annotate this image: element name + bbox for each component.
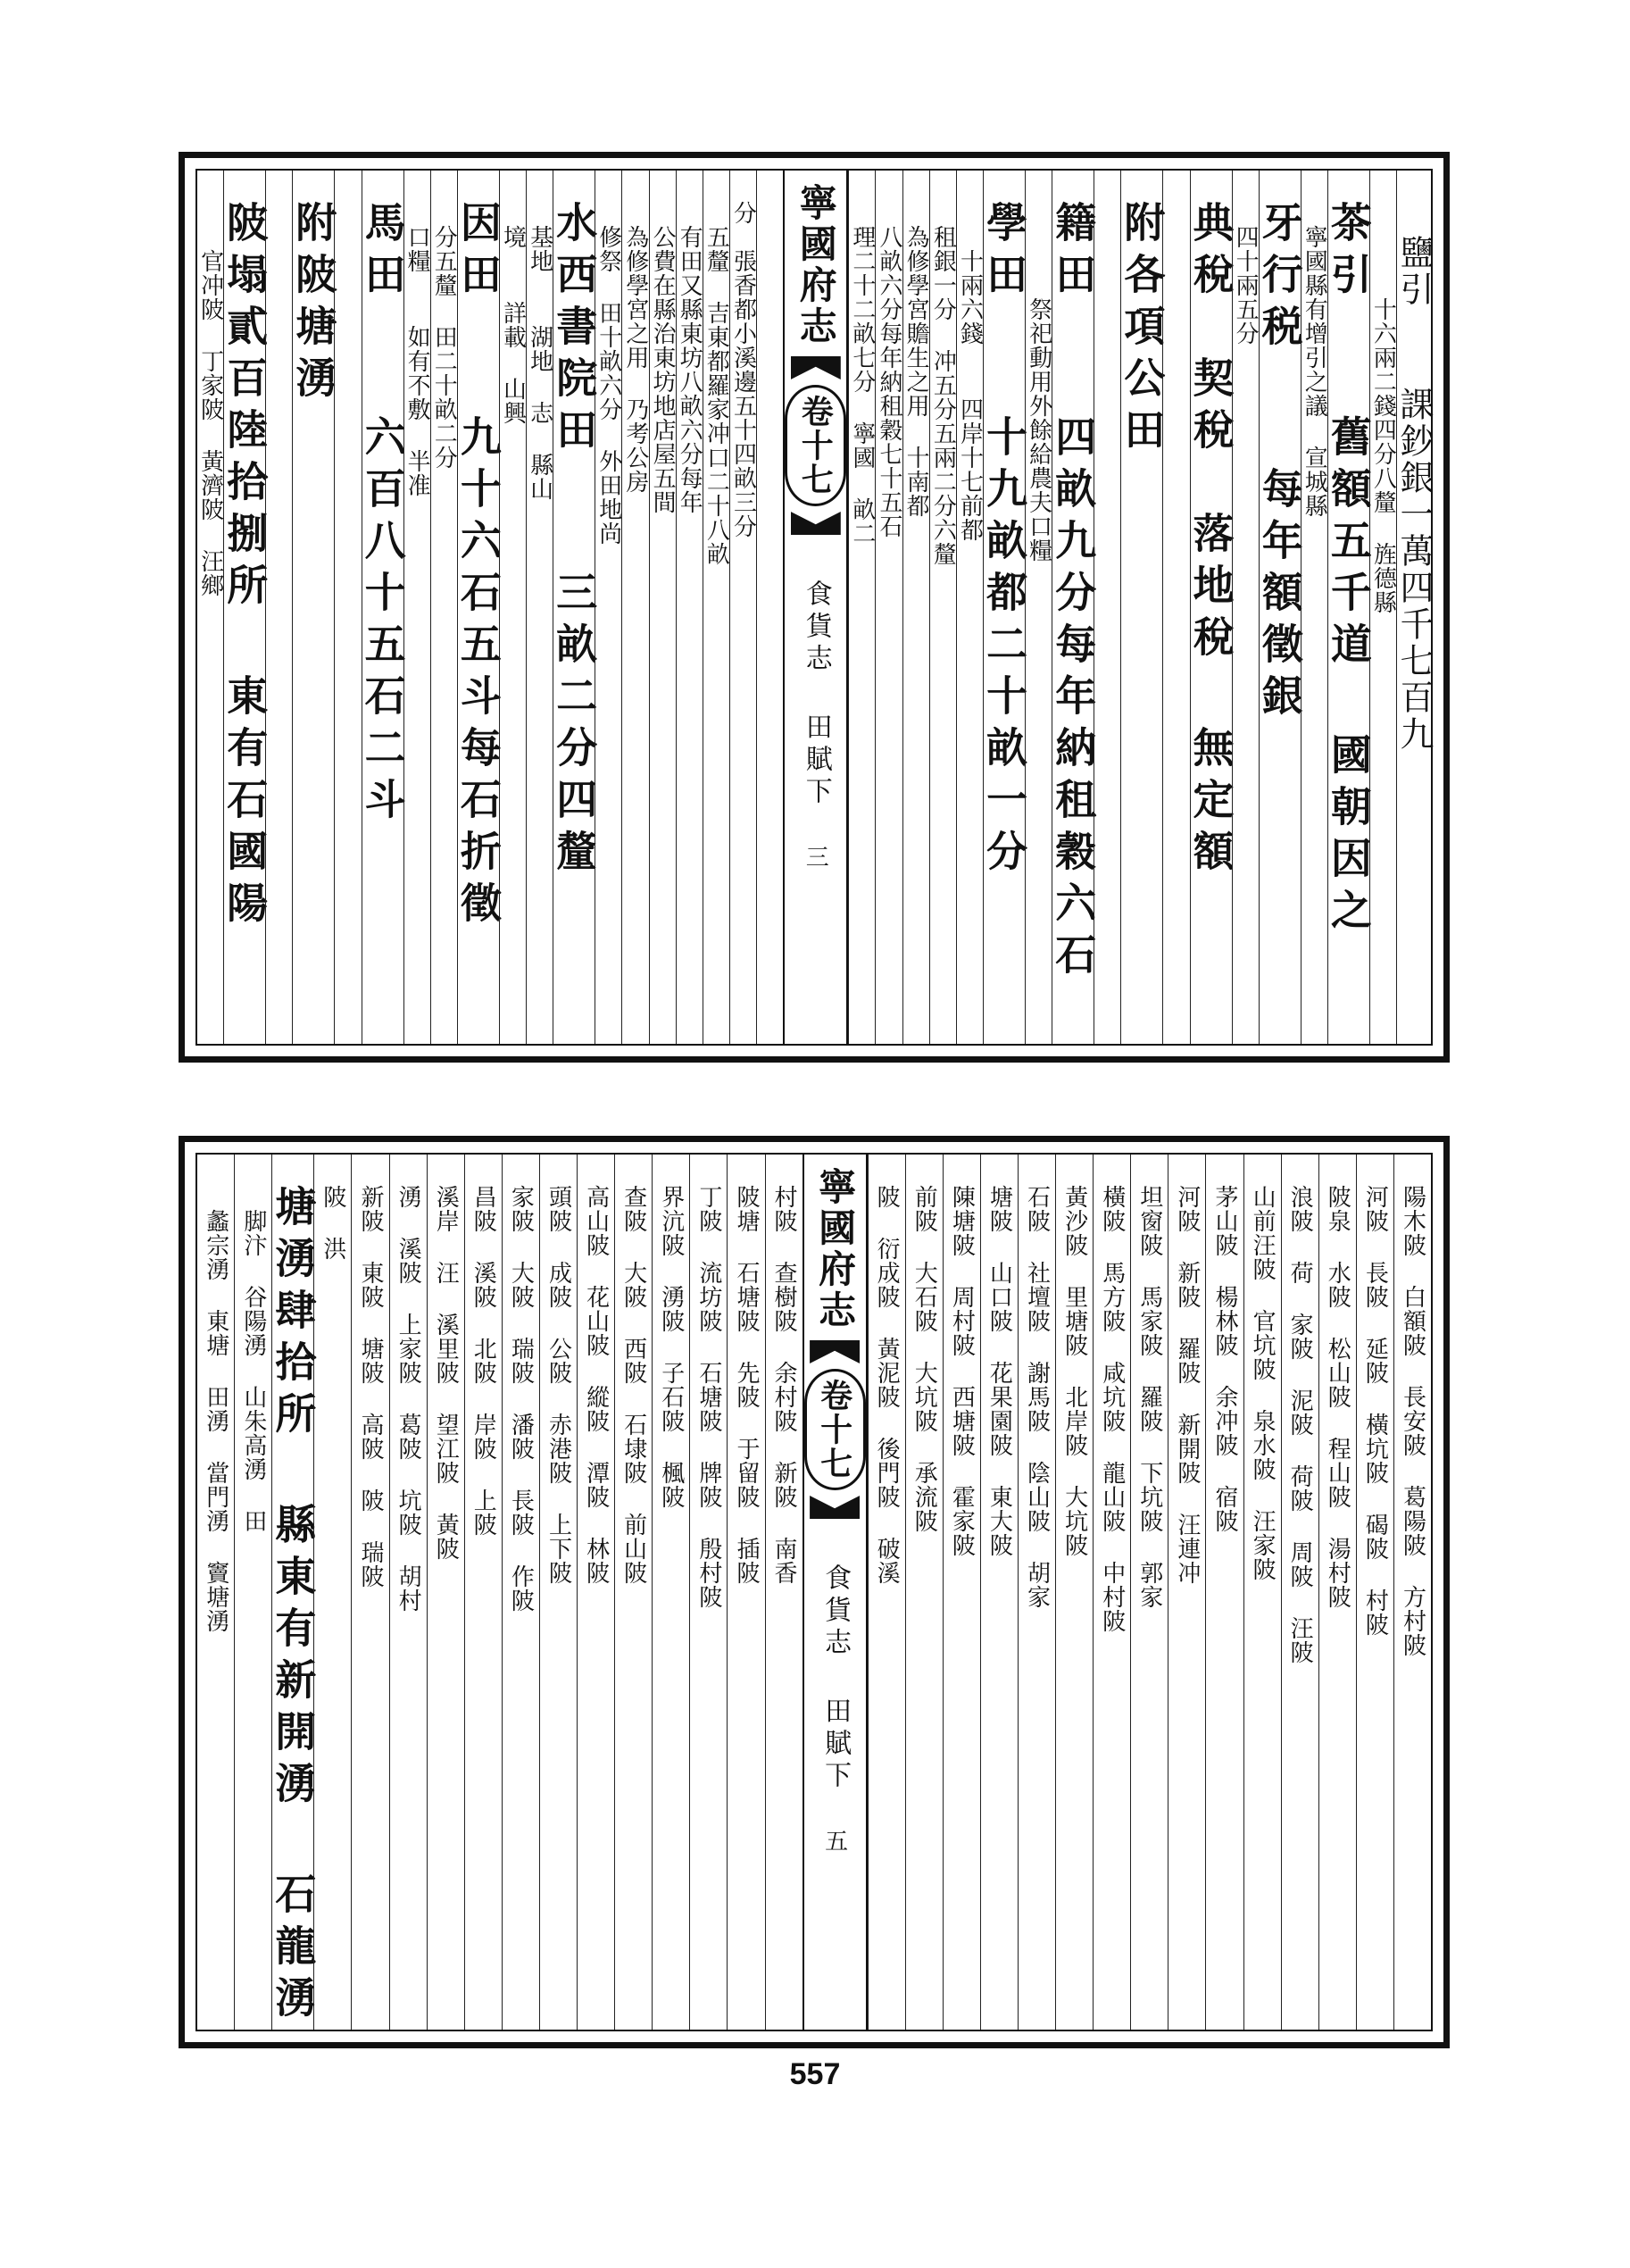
column-text: 因田 九十六石五斗每石折徵 [453, 201, 503, 933]
book-title: 寧國府志 [813, 1167, 858, 1331]
text-column [334, 171, 361, 1044]
folio-number: 三 [802, 845, 829, 868]
text-column [902, 171, 929, 1044]
fish-tail-ornament [791, 512, 841, 535]
text-column [727, 1155, 764, 2030]
column-text: 山前汪陂 官坑陂 泉水陂 汪家陂 [1249, 1185, 1277, 1581]
text-column [289, 171, 338, 1044]
top-page-frame [195, 169, 1433, 1046]
text-column [526, 171, 553, 1044]
text-column [1094, 171, 1120, 1044]
column-text: 有田又縣東坊八畝六分每年 [676, 201, 703, 514]
text-column [1130, 1155, 1168, 2030]
column-text: 河陂 新陂 羅陂 新開陂 汪連冲 [1173, 1185, 1201, 1585]
column-text: 公費在縣治東坊地店屋五間 [649, 201, 677, 514]
center-spine [803, 1155, 868, 2030]
text-column [403, 171, 430, 1044]
folio-number: 五 [820, 1829, 848, 1852]
column-text: 基地 湖地 志 縣山 [526, 201, 553, 501]
text-column [595, 171, 621, 1044]
column-text: 蠡宗湧 東塘 田湧 當門湧 竇塘湧 [202, 1185, 229, 1633]
text-column [430, 171, 457, 1044]
column-text: 八畝六分每年納租穀七十五石 [876, 201, 903, 538]
column-text: 寧國縣有增引之議 宣城縣 [1301, 201, 1328, 518]
column-text: 塘陂 山口陂 花果園陂 東大陂 [985, 1185, 1013, 1557]
text-column [265, 171, 292, 1044]
text-column [848, 171, 875, 1044]
text-column [614, 1155, 652, 2030]
column-text: 五釐 吉東都羅家冲口二十八畝 [703, 201, 730, 566]
column-text: 陂塘 石塘陂 先陂 于留陂 插陂 [732, 1185, 760, 1585]
fish-tail-ornament [791, 356, 841, 379]
text-column [1281, 1155, 1318, 2030]
text-column [220, 171, 270, 1044]
text-column [499, 171, 526, 1044]
column-text: 鹽引 課鈔銀一萬四千七百九 [1394, 235, 1434, 753]
text-column [703, 171, 729, 1044]
column-text: 祭祀動用外餘給農夫口糧 [1025, 201, 1052, 563]
column-text: 十兩六錢 四岸十七前都 [956, 201, 984, 542]
text-column [269, 1155, 318, 2030]
text-column [868, 1155, 905, 2030]
text-column [427, 1155, 464, 2030]
text-column [502, 1155, 539, 2030]
column-text: 茅山陂 楊林陂 余冲陂 宿陂 [1210, 1185, 1238, 1533]
column-text: 陽木陂 白額陂 長安陂 葛陽陂 方村陂 [1399, 1185, 1426, 1657]
column-text: 丁陂 流坊陂 石塘陂 牌陂 殷村陂 [694, 1185, 722, 1609]
column-text: 界沆陂 湧陂 子石陂 楓陂 [657, 1185, 685, 1509]
text-column [1232, 171, 1259, 1044]
bottom-page-columns [197, 1155, 1431, 2030]
text-column [539, 1155, 577, 2030]
column-text: 水西書院田 三畝二分四釐 [550, 201, 599, 881]
column-text: 石陂 社壇陂 謝馬陂 陰山陂 胡家 [1023, 1185, 1051, 1609]
center-spine [783, 171, 848, 1044]
text-column [1394, 171, 1434, 1044]
top-page-columns [196, 171, 1434, 1044]
column-text: 茶引 舊額五千道 國朝因之 [1324, 201, 1373, 940]
column-text: 理二十二畝七分 寧國 畝二 [848, 201, 876, 546]
text-column [1324, 171, 1373, 1044]
text-column [234, 1155, 271, 2030]
column-text: 口糧 如有不敷 半准 [403, 201, 431, 497]
section-title: 食貨志 田賦下 [800, 580, 832, 809]
column-text: 為修學宮贍生之用 十南都 [902, 201, 930, 518]
section-title: 食貨志 田賦下 [819, 1563, 852, 1793]
text-column [453, 171, 503, 1044]
column-text: 官冲陂 丁家陂 黃濟陂 汪鄉 [196, 201, 224, 597]
column-text: 牙行税 每年額徵銀 [1255, 201, 1304, 726]
text-column [652, 1155, 689, 2030]
text-column [197, 1155, 234, 2030]
text-column [1093, 1155, 1130, 2030]
text-column [1055, 1155, 1093, 2030]
text-column [649, 171, 676, 1044]
text-column [351, 1155, 388, 2030]
page-number: 557 [789, 2057, 841, 2091]
column-text: 河陂 長陂 延陂 橫坑陂 碣陂 村陂 [1361, 1185, 1389, 1637]
text-column [389, 1155, 427, 2030]
text-column [1186, 171, 1235, 1044]
text-column [1018, 1155, 1055, 2030]
column-text: 坦窗陂 馬家陂 羅陂 下坑陂 郭家 [1135, 1185, 1163, 1609]
column-text: 頭陂 成陂 公陂 赤港陂 上下陂 [545, 1185, 572, 1585]
column-text: 學田 十九畝都二十畝一分 [980, 201, 1029, 881]
text-column [765, 1155, 803, 2030]
text-column [621, 171, 648, 1044]
column-text: 高山陂 花山陂 縱陂 潭陂 林陂 [582, 1185, 610, 1585]
column-text: 塘湧肆拾所 縣東有新開湧 石龍湧 [269, 1185, 318, 2028]
column-text: 溪岸 汪 溪里陂 望江陂 黃陂 [432, 1185, 460, 1561]
text-column [756, 171, 783, 1044]
text-column [358, 171, 407, 1044]
column-text: 籍田 四畝九分每年納租穀六石 [1049, 201, 1098, 985]
text-column [905, 1155, 943, 2030]
text-column [1168, 1155, 1205, 2030]
column-text: 附陂塘湧 [289, 201, 338, 408]
column-text: 分五釐 田二十畝二分 [430, 201, 458, 470]
column-text: 村陂 查樹陂 余村陂 新陂 南香 [770, 1185, 798, 1585]
column-text: 陂 衍成陂 黃泥陂 後門陂 破溪 [873, 1185, 901, 1585]
column-text: 為修學宮之用 乃考公房 [621, 201, 649, 494]
text-column [313, 1155, 351, 2030]
column-text: 馬田 六百八十五石二斗 [358, 201, 407, 830]
text-column [1162, 171, 1189, 1044]
column-text: 昌陂 溪陂 北陂 岸陂 上陂 [470, 1185, 497, 1537]
text-column [1393, 1155, 1431, 2030]
column-text: 陂 洪 [319, 1185, 346, 1261]
column-text: 附各項公田 [1118, 201, 1167, 460]
column-text: 橫陂 馬方陂 咸坑陂 龍山陂 中村陂 [1098, 1185, 1126, 1633]
text-column [577, 1155, 614, 2030]
text-column [1301, 171, 1327, 1044]
column-text: 典稅 契稅 落地稅 無定額 [1186, 201, 1235, 881]
juan-label: 卷十七 [804, 1369, 866, 1490]
text-column [1318, 1155, 1356, 2030]
text-column [980, 171, 1029, 1044]
text-column [197, 171, 223, 1044]
book-title: 寧國府志 [794, 183, 838, 347]
text-column [943, 1155, 980, 2030]
column-text: 浪陂 荷 家陂 泥陂 荷陂 周陂 汪陂 [1286, 1185, 1314, 1664]
text-column [875, 171, 902, 1044]
text-column [729, 171, 756, 1044]
text-column [689, 1155, 727, 2030]
text-column [676, 171, 703, 1044]
fish-tail-ornament [810, 1496, 860, 1519]
text-column [1369, 171, 1396, 1044]
bottom-page [179, 1136, 1450, 2048]
text-column [1356, 1155, 1393, 2030]
text-column [1025, 171, 1052, 1044]
column-text: 十六兩二錢四分八釐 旌德縣 [1369, 201, 1397, 614]
column-text: 新陂 東陂 塘陂 高陂 陂 瑞陂 [357, 1185, 385, 1588]
text-column [1049, 171, 1098, 1044]
column-text: 四十兩五分 [1232, 201, 1260, 346]
text-column [1243, 1155, 1281, 2030]
column-text: 前陂 大石陂 大坑陂 承流陂 [911, 1185, 938, 1533]
text-column [1118, 171, 1167, 1044]
juan-label: 卷十七 [785, 385, 846, 506]
column-text: 境 詳載 山興 [499, 201, 527, 425]
column-text: 分 張香都小溪邊五十四畝三分 [729, 201, 757, 538]
text-column [956, 171, 983, 1044]
column-text: 修祭 田十畝六分 外田地尚 [595, 201, 622, 546]
column-text: 陂塌貳百陸拾捌所 東有石國陽 [220, 201, 270, 933]
text-column [550, 171, 599, 1044]
text-column [929, 171, 956, 1044]
column-text: 家陂 大陂 瑞陂 潘陂 長陂 作陂 [507, 1185, 535, 1613]
text-column [464, 1155, 502, 2030]
column-text: 租銀一分 冲五分五兩二分六釐 [929, 201, 957, 566]
bottom-page-frame [195, 1153, 1433, 2031]
text-column [1255, 171, 1304, 1044]
column-text: 陂泉 水陂 松山陂 程山陂 湯村陂 [1324, 1185, 1351, 1609]
top-page [179, 152, 1450, 1063]
fish-tail-ornament [810, 1340, 860, 1363]
column-text: 黃沙陂 里塘陂 北岸陂 大坑陂 [1060, 1185, 1088, 1557]
text-column [980, 1155, 1018, 2030]
column-text: 陳塘陂 周村陂 西塘陂 霍家陂 [948, 1185, 976, 1557]
column-text: 查陂 大陂 西陂 石埭陂 前山陂 [620, 1185, 647, 1585]
column-text: 湧 溪陂 上家陂 葛陂 坑陂 胡村 [395, 1185, 422, 1613]
text-column [1205, 1155, 1243, 2030]
column-text: 脚汴 谷陽湧 山朱高湧 田 [239, 1185, 267, 1533]
